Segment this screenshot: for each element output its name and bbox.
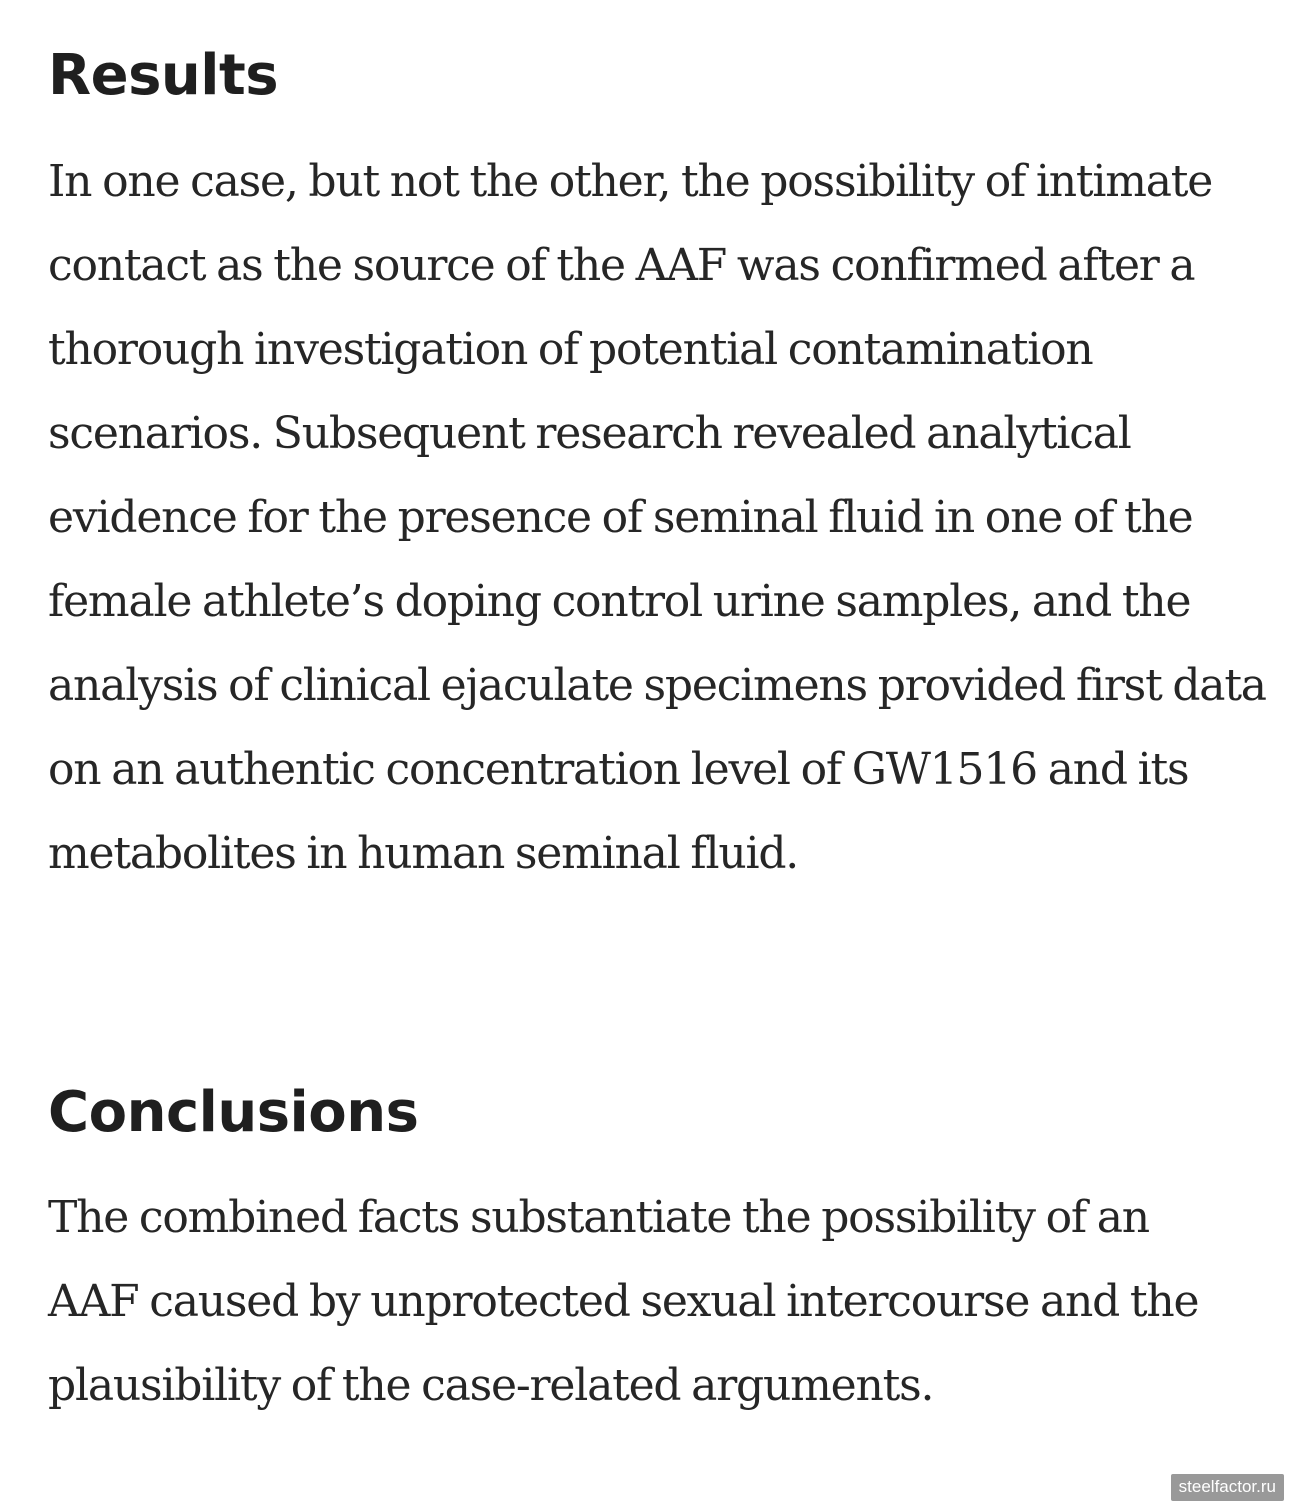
watermark-label: steelfactor.ru xyxy=(1171,1474,1284,1501)
results-heading: Results xyxy=(48,43,279,108)
conclusions-heading: Conclusions xyxy=(48,1080,419,1145)
results-paragraph: In one case, but not the other, the possibility of intimate contact as the source of the AAF was confirmed after a thorough investigation of potential contamination scenarios. Subsequent research revealed analytical evidence for the presence of seminal fluid in one of the female athlete’s doping control urine samples, and the analysis of clinical ejaculate specimens provided first data on an authentic concentration level of GW1516 and its metabolites in human seminal fluid. xyxy=(48,156,1266,879)
conclusions-paragraph: The combined facts substantiate the possibility of an AAF caused by unprotected sexual intercourse and the plausibility of the case-related arguments. xyxy=(48,1192,1199,1411)
